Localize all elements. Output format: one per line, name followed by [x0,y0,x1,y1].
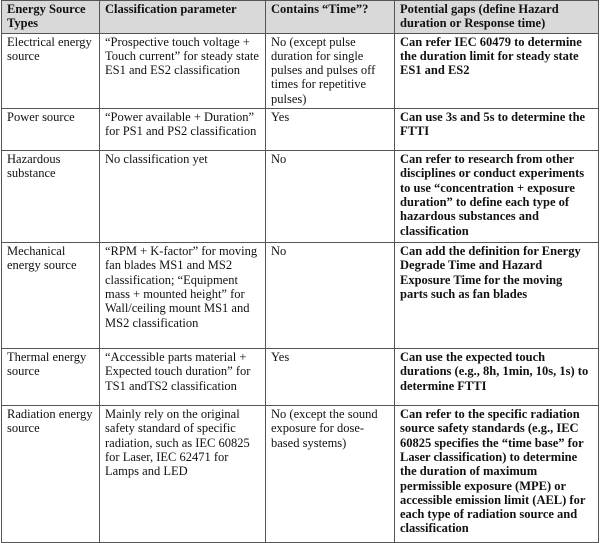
header-energy-source-types: Energy Source Types [2,1,100,34]
table-row [2,109,599,151]
classification-parameter-cell: “Power available + Duration” for PS1 and PS2 classification [100,109,266,151]
contains-time-cell: Yes [266,349,395,406]
energy-source-type-cell: Radiation energy source [2,406,100,543]
potential-gap-cell: Can refer to the specific radiation source safety standards (e.g., IEC 60825 specifies the “time base” for Laser classification) to determine the duration of maximum permissible exposure (MPE) or accessible emission limit (AEL) for each type of radiation source and classification [395,406,599,543]
energy-source-type-cell: Electrical energy source [2,33,100,108]
table-row [2,243,599,349]
potential-gap-cell: Can refer to research from other disciplines or conduct experiments to use “concentration + exposure duration” to define each type of hazardous substances and classification [395,151,599,243]
table-row [2,33,599,108]
potential-gap-cell: Can refer IEC 60479 to determine the duration limit for steady state ES1 and ES2 [395,33,599,108]
header-contains-time: Contains “Time”? [266,1,395,34]
header-potential-gaps: Potential gaps (define Hazard duration or Response time) [395,1,599,34]
contains-time-cell: No (except the sound exposure for dose-based systems) [266,406,395,543]
potential-gap-cell: Can use the expected touch durations (e.g., 8h, 1min, 10s, 1s) to determine FTTI [395,349,599,406]
energy-source-type-cell: Mechanical energy source [2,243,100,349]
contains-time-cell: No [266,151,395,243]
contains-time-cell: Yes [266,109,395,151]
energy-source-type-cell: Thermal energy source [2,349,100,406]
energy-source-type-cell: Hazardous substance [2,151,100,243]
classification-parameter-cell: Mainly rely on the original safety standard of specific radiation, such as IEC 60825 for Laser, IEC 62471 for Lamps and LED [100,406,266,543]
classification-parameter-cell: “RPM + K-factor” for moving fan blades MS1 and MS2 classification; “Equipment mass + mounted height” for Wall/ceiling mount MS1 and MS2 classification [100,243,266,349]
potential-gap-cell: Can use 3s and 5s to determine the FTTI [395,109,599,151]
potential-gap-cell: Can add the definition for Energy Degrade Time and Hazard Exposure Time for the moving parts such as fan blades [395,243,599,349]
classification-parameter-cell: No classification yet [100,151,266,243]
energy-source-type-cell: Power source [2,109,100,151]
header-classification-parameter: Classification parameter [100,1,266,34]
table-row [2,406,599,543]
contains-time-cell: No (except pulse duration for single pulses and pulses off times for repetitive pulses) [266,33,395,108]
header-row [2,1,599,34]
energy-source-table [1,0,599,543]
contains-time-cell: No [266,243,395,349]
classification-parameter-cell: “Accessible parts material + Expected touch duration” for TS1 andTS2 classification [100,349,266,406]
table-row [2,151,599,243]
table-row [2,349,599,406]
classification-parameter-cell: “Prospective touch voltage + Touch current” for steady state ES1 and ES2 classification [100,33,266,108]
